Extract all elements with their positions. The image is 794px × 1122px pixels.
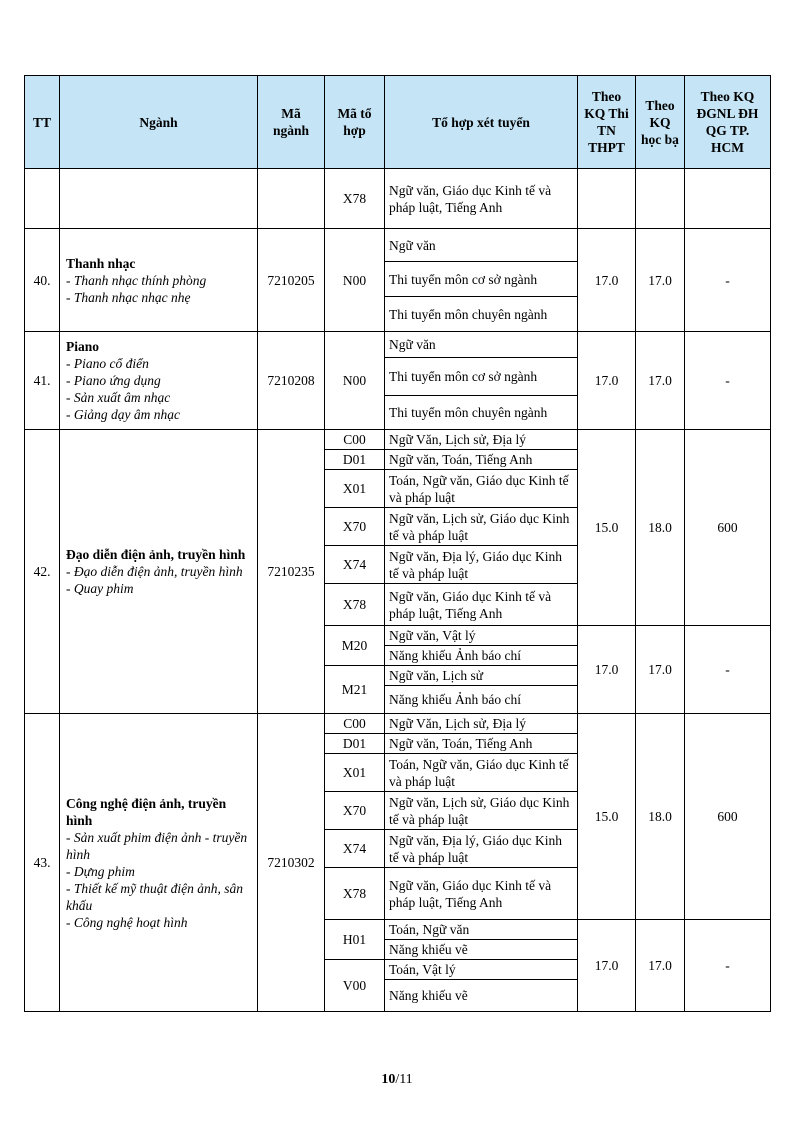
score-thpt: 17.0 bbox=[578, 332, 636, 430]
col-header-dgnl: Theo KQ ĐGNL ĐH QG TP. HCM bbox=[685, 76, 771, 169]
major-cell bbox=[60, 332, 258, 430]
major-sub: - Piano cổ điển bbox=[66, 356, 149, 371]
major-sub: - Thanh nhạc thính phòng bbox=[66, 272, 207, 288]
major-sub: - Piano ứng dụng bbox=[66, 373, 161, 388]
major-sub: - Sản xuất phim điện ảnh - truyền hình bbox=[66, 829, 248, 862]
page-number bbox=[0, 1072, 794, 1088]
col-header-tt: TT bbox=[25, 76, 60, 169]
score-dgnl: - bbox=[685, 920, 771, 1012]
combo-code: H01 bbox=[325, 920, 385, 960]
score-hoc-ba: 18.0 bbox=[636, 430, 685, 626]
score-hoc-ba: 17.0 bbox=[636, 920, 685, 1012]
score-thpt: 17.0 bbox=[578, 920, 636, 1012]
combo-subjects: Ngữ văn, Lịch sử, Giáo dục Kinh tế và pháp luật bbox=[385, 508, 578, 546]
combo-subjects: Thi tuyển môn cơ sở ngành bbox=[385, 358, 578, 396]
major-title: Thanh nhạc bbox=[66, 255, 136, 271]
combo-subjects: Ngữ văn, Giáo dục Kinh tế và pháp luật, Tiếng Anh bbox=[385, 584, 578, 626]
combo-code: C00 bbox=[325, 714, 385, 734]
score-dgnl: 600 bbox=[685, 714, 771, 920]
score-hoc-ba: 18.0 bbox=[636, 714, 685, 920]
major-cell bbox=[60, 430, 258, 714]
major-title: Piano bbox=[66, 339, 100, 354]
combo-code: D01 bbox=[325, 450, 385, 470]
combo-subjects: Ngữ văn bbox=[385, 332, 578, 358]
major-code: 7210302 bbox=[258, 714, 325, 1012]
row-number: 43. bbox=[25, 714, 60, 1012]
major-sub: - Giảng dạy âm nhạc bbox=[66, 407, 180, 422]
table-row bbox=[25, 229, 771, 262]
combo-code: X74 bbox=[325, 546, 385, 584]
combo-code: D01 bbox=[325, 734, 385, 754]
combo-subjects: Ngữ Văn, Lịch sử, Địa lý bbox=[385, 714, 578, 734]
combo-code: X74 bbox=[325, 830, 385, 868]
combo-subjects: Toán, Ngữ văn, Giáo dục Kinh tế và pháp luật bbox=[385, 470, 578, 508]
combo-subjects: Ngữ văn, Lịch sử bbox=[385, 666, 578, 686]
combo-subjects: Toán, Ngữ văn, Giáo dục Kinh tế và pháp luật bbox=[385, 754, 578, 792]
combo-subjects: Thi tuyển môn cơ sở ngành bbox=[385, 262, 578, 297]
combo-code: X01 bbox=[325, 470, 385, 508]
major-title: Công nghệ điện ảnh, truyền hình bbox=[66, 795, 227, 828]
score-thpt: 17.0 bbox=[578, 229, 636, 332]
major-sub: - Công nghệ hoạt hình bbox=[66, 914, 188, 930]
major-sub: - Dựng phim bbox=[66, 863, 135, 879]
major-cell bbox=[60, 714, 258, 1012]
combo-subjects: Ngữ văn, Toán, Tiếng Anh bbox=[385, 450, 578, 470]
score-dgnl: 600 bbox=[685, 430, 771, 626]
combo-code: M21 bbox=[325, 666, 385, 714]
combo-subjects: Ngữ văn, Vật lý bbox=[385, 626, 578, 646]
major-code: 7210235 bbox=[258, 430, 325, 714]
major-code: 7210208 bbox=[258, 332, 325, 430]
table-row bbox=[25, 169, 771, 229]
combo-code: X70 bbox=[325, 508, 385, 546]
combo-subjects: Ngữ văn, Lịch sử, Giáo dục Kinh tế và pháp luật bbox=[385, 792, 578, 830]
col-header-to-hop: Tổ hợp xét tuyển bbox=[385, 76, 578, 169]
combo-subjects: Ngữ văn, Giáo dục Kinh tế và pháp luật, Tiếng Anh bbox=[385, 868, 578, 920]
combo-subjects: Năng khiếu Ảnh báo chí bbox=[385, 646, 578, 666]
major-sub: - Quay phim bbox=[66, 581, 134, 596]
combo-subjects: Năng khiếu Ảnh báo chí bbox=[385, 686, 578, 714]
combo-code: X78 bbox=[325, 169, 385, 229]
combo-subjects: Ngữ văn, Giáo dục Kinh tế và pháp luật, Tiếng Anh bbox=[385, 169, 578, 229]
score-dgnl: - bbox=[685, 229, 771, 332]
score-hoc-ba: 17.0 bbox=[636, 626, 685, 714]
combo-code: X78 bbox=[325, 584, 385, 626]
combo-subjects: Thi tuyển môn chuyên ngành bbox=[385, 297, 578, 332]
combo-code: X70 bbox=[325, 792, 385, 830]
score-dgnl: - bbox=[685, 332, 771, 430]
combo-subjects: Ngữ văn, Địa lý, Giáo dục Kinh tế và pháp luật bbox=[385, 830, 578, 868]
col-header-hoc-ba: Theo KQ học bạ bbox=[636, 76, 685, 169]
table-row bbox=[25, 332, 771, 358]
combo-subjects: Ngữ văn, Toán, Tiếng Anh bbox=[385, 734, 578, 754]
major-sub: - Thiết kế mỹ thuật điện ảnh, sân khấu bbox=[66, 880, 243, 913]
row-number: 42. bbox=[25, 430, 60, 714]
combo-subjects: Năng khiếu vẽ bbox=[385, 980, 578, 1012]
combo-subjects: Ngữ Văn, Lịch sử, Địa lý bbox=[385, 430, 578, 450]
col-header-thpt: Theo KQ Thi TN THPT bbox=[578, 76, 636, 169]
table-row bbox=[25, 430, 771, 450]
combo-code: M20 bbox=[325, 626, 385, 666]
row-number: 41. bbox=[25, 332, 60, 430]
major-sub: - Sản xuất âm nhạc bbox=[66, 390, 171, 405]
score-thpt: 15.0 bbox=[578, 430, 636, 626]
combo-code: N00 bbox=[325, 332, 385, 430]
row-number: 40. bbox=[25, 229, 60, 332]
combo-code: V00 bbox=[325, 960, 385, 1012]
combo-code: X01 bbox=[325, 754, 385, 792]
col-header-ma-to-hop: Mã tổ hợp bbox=[325, 76, 385, 169]
major-sub: - Thanh nhạc nhạc nhẹ bbox=[66, 289, 191, 305]
score-hoc-ba: 17.0 bbox=[636, 229, 685, 332]
score-dgnl: - bbox=[685, 626, 771, 714]
major-code: 7210205 bbox=[258, 229, 325, 332]
col-header-ma-nganh: Mã ngành bbox=[258, 76, 325, 169]
combo-subjects: Thi tuyển môn chuyên ngành bbox=[385, 396, 578, 430]
combo-code: N00 bbox=[325, 229, 385, 332]
major-sub: - Đạo diễn điện ảnh, truyền hình bbox=[66, 564, 243, 579]
combo-code: C00 bbox=[325, 430, 385, 450]
combo-subjects: Ngữ văn bbox=[385, 229, 578, 262]
combo-subjects: Toán, Vật lý bbox=[385, 960, 578, 980]
combo-subjects: Toán, Ngữ văn bbox=[385, 920, 578, 940]
combo-code: X78 bbox=[325, 868, 385, 920]
combo-subjects: Năng khiếu vẽ bbox=[385, 940, 578, 960]
score-thpt: 15.0 bbox=[578, 714, 636, 920]
page-current: 10 bbox=[381, 1072, 396, 1087]
score-hoc-ba: 17.0 bbox=[636, 332, 685, 430]
major-title: Đạo diễn điện ảnh, truyền hình bbox=[66, 547, 246, 562]
page-total: /11 bbox=[395, 1072, 413, 1087]
major-cell bbox=[60, 229, 258, 332]
table-row bbox=[25, 714, 771, 734]
score-thpt: 17.0 bbox=[578, 626, 636, 714]
col-header-nganh: Ngành bbox=[60, 76, 258, 169]
combo-subjects: Ngữ văn, Địa lý, Giáo dục Kinh tế và pháp luật bbox=[385, 546, 578, 584]
header-row bbox=[25, 76, 771, 169]
admission-table bbox=[24, 75, 771, 1012]
